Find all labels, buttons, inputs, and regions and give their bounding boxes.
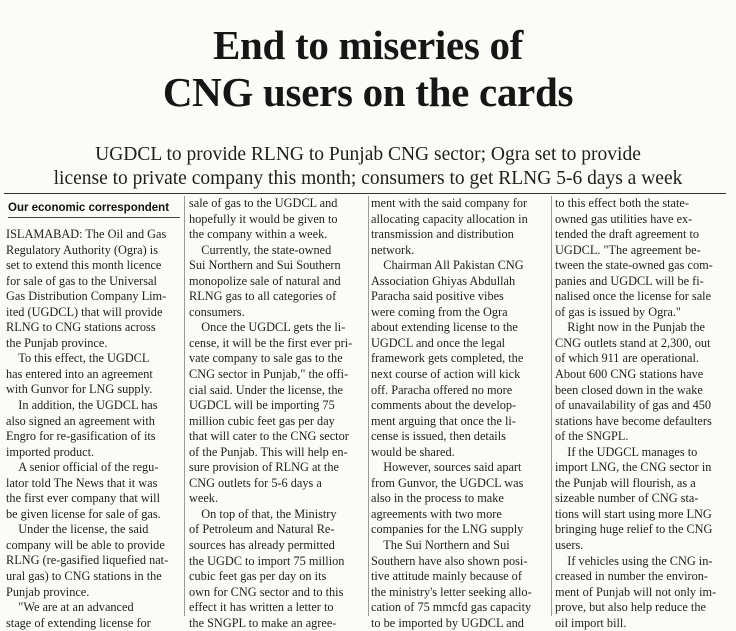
article-line: were coming from the Ogra: [371, 304, 508, 319]
article-column-4: [555, 196, 731, 631]
article-line: sure provision of RLNG at the: [189, 460, 339, 475]
article-line: nalised once the license for sale: [555, 289, 712, 304]
article-line: tive attitude mainly because of: [371, 569, 522, 584]
article-line: transmission and distribution: [371, 227, 514, 242]
article-line: Punjab province.: [6, 584, 90, 599]
article-line: Paracha said positive vibes: [371, 289, 504, 304]
article-line: the Punjab will flourish, as a: [555, 475, 696, 490]
subheadline-line-1: UGDCL to provide RLNG to Punjab CNG sector; Ogra set to provide: [95, 144, 641, 165]
article-line: comments about the develop-: [371, 398, 517, 413]
article-line: allocating capacity allocation in: [371, 211, 528, 226]
article-line: ment arguing that once the li-: [371, 413, 516, 428]
column-divider: [184, 196, 185, 616]
article-line: of Petroleum and Natural Re-: [189, 522, 335, 537]
article-line: prove, but also help reduce the: [555, 600, 706, 615]
article-line: CNG outlets stand at 2,300, out: [555, 335, 711, 350]
article-line: tended the draft agreement to: [555, 227, 700, 242]
article-line: About 600 CNG stations have: [555, 367, 704, 382]
article-line: Southern have also shown posi-: [371, 553, 528, 568]
article-line: vate company to sale gas to the: [189, 351, 343, 366]
article-line: of the Punjab. This will help en-: [189, 444, 348, 459]
article-line: to be imported by UGDCL and: [371, 615, 524, 630]
article-line: CNG outlets for 5-6 days a: [189, 475, 322, 490]
article-column-3: [371, 196, 549, 631]
article-line: hopefully it would be given to: [189, 211, 338, 226]
article-line: CNG sector in Punjab," the offi-: [189, 367, 349, 382]
article-line: cense, it will be the first ever pri-: [189, 335, 353, 350]
article-line: off. Paracha offered no more: [371, 382, 513, 397]
article-line: Under the license, the said: [6, 522, 149, 537]
article-line: import LNG, the CNG sector in: [555, 460, 712, 475]
article-line: be given license for sale of gas.: [6, 506, 161, 521]
article-line: the ministry's letter seeking allo-: [371, 584, 532, 599]
column-divider: [368, 196, 369, 616]
article-line: from Gunvor, the UGDCL was: [371, 475, 524, 490]
article-line: UGDCL and once the legal: [371, 335, 506, 350]
article-line: of which 911 are operational.: [555, 351, 699, 366]
article-line: RLNG to CNG stations across: [6, 320, 156, 335]
article-column-2: [189, 196, 367, 631]
article-line: sources has already permitted: [189, 538, 335, 553]
article-line: panies and UGDCL will be fi-: [555, 273, 704, 288]
article-line: users.: [555, 538, 584, 553]
article-line: tions will start using more LNG: [555, 506, 712, 521]
headline-line-1: End to miseries of: [212, 22, 524, 68]
article-line: about extending license to the: [371, 320, 518, 335]
article-line: If vehicles using the CNG in-: [555, 553, 713, 568]
article-line: sizeable number of CNG sta-: [555, 491, 699, 506]
article-line: Currently, the state-owned: [189, 242, 332, 257]
article-line: for sale of gas to the Universal: [6, 273, 157, 288]
article-line: A senior official of the regu-: [6, 460, 159, 475]
article-line: of unavailability of gas and 450: [555, 398, 712, 413]
headline: [0, 22, 736, 116]
article-line: that will cater to the CNG sector: [189, 429, 349, 444]
article-line: bringing huge relief to the CNG: [555, 522, 713, 537]
article-line: To this effect, the UGDCL: [6, 351, 150, 366]
article-line: set to extend this month licence: [6, 258, 162, 273]
article-line: Right now in the Punjab the: [555, 320, 705, 335]
article-line: On top of that, the Ministry: [189, 506, 337, 521]
headline-line-2: CNG users on the cards: [162, 69, 574, 115]
article-line: UGDCL will be importing 75: [189, 398, 335, 413]
article-line: the SNGPL to make an agree-: [189, 615, 337, 630]
article-line: ment of Punjab will not only im-: [555, 584, 717, 599]
article-line: Chairman All Pakistan CNG: [371, 258, 524, 273]
article-line: In addition, the UGDCL has: [6, 398, 158, 413]
article-line: ISLAMABAD: The Oil and Gas: [6, 227, 167, 241]
article-line: the Punjab province.: [6, 335, 108, 350]
article-line: of gas is issued by Ogra.": [555, 304, 681, 319]
article-line: also signed an agreement with: [6, 413, 155, 428]
article-line: UGDCL. "The agreement be-: [555, 242, 701, 257]
column-divider: [551, 196, 552, 616]
article-line: next course of action will kick: [371, 367, 521, 382]
article-line: the company within a week.: [189, 227, 328, 242]
article-line: of the SNGPL.: [555, 429, 629, 444]
article-line: agreements with two more: [371, 506, 502, 521]
article-line: sale of gas to the UGDCL and: [189, 196, 338, 210]
article-line: would be shared.: [371, 444, 455, 459]
article-line: monopolize sale of natural and: [189, 273, 341, 288]
article-line: owned gas utilities have ex-: [555, 211, 693, 226]
subheadline: [0, 143, 736, 191]
article-line: "We are at an advanced: [6, 600, 134, 615]
article-line: has entered into an agreement: [6, 366, 153, 381]
article-line: also in the process to make: [371, 491, 504, 506]
article-line: tween the state-owned gas com-: [555, 258, 713, 273]
article-line: million cubic feet gas per day: [189, 413, 335, 428]
subheadline-line-2: license to private company this month; consumers to get RLNG 5-6 days a week: [53, 168, 683, 189]
article-line: However, sources said apart: [371, 460, 522, 475]
article-line: ment with the said company for: [371, 196, 528, 210]
article-line: Once the UGDCL gets the li-: [189, 320, 346, 335]
article-line: Association Ghiyas Abdullah: [371, 273, 516, 288]
article-line: consumers.: [189, 304, 245, 319]
article-line: cubic feet gas per day on its: [189, 569, 327, 584]
article-line: oil import bill.: [555, 615, 627, 630]
article-line: with Gunvor for LNG supply.: [6, 382, 153, 397]
article-line: been closed down in the wake: [555, 382, 703, 397]
article-line: framework gets completed, the: [371, 351, 524, 366]
article-line: own for CNG sector and to this: [189, 584, 344, 599]
byline: Our economic correspondent: [8, 201, 180, 218]
article-line: stations have become defaulters: [555, 413, 712, 428]
article-line: Sui Northern and Sui Southern: [189, 258, 341, 273]
article-line: Engro for re-gasification of its: [6, 429, 156, 444]
article-line: cense is issued, then details: [371, 429, 506, 444]
article-line: effect it has written a letter to: [189, 600, 334, 615]
article-line: the UGDC to import 75 million: [189, 553, 345, 568]
article-line: The Sui Northern and Sui: [371, 538, 510, 553]
article-line: to this effect both the state-: [555, 196, 689, 210]
section-rule: [4, 193, 726, 194]
article-line: the first ever company that will: [6, 491, 161, 506]
article-line: stage of extending license for: [6, 615, 151, 630]
article-line: week.: [189, 491, 219, 506]
article-line: If the UDGCL manages to: [555, 444, 698, 459]
article-line: companies for the LNG supply: [371, 522, 524, 537]
article-line: imported product.: [6, 444, 95, 459]
article-line: lator told The News that it was: [6, 475, 158, 490]
article-line: cation of 75 mmcfd gas capacity: [371, 600, 532, 615]
article-line: cial said. Under the license, the: [189, 382, 343, 397]
article-line: Gas Distribution Company Lim-: [6, 289, 167, 304]
article-line: RLNG gas to all categories of: [189, 289, 337, 304]
article-column-1: [6, 227, 182, 631]
article-line: RLNG (re-gasified liquefied nat-: [6, 553, 169, 568]
article-line: ural gas) to CNG stations in the: [6, 569, 162, 584]
article-line: ited (UGDCL) that will provide: [6, 304, 163, 319]
article-line: creased in number the environ-: [555, 569, 708, 584]
article-line: company will be able to provide: [6, 537, 165, 552]
article-line: Regulatory Authority (Ogra) is: [6, 242, 158, 257]
article-line: network.: [371, 242, 415, 257]
